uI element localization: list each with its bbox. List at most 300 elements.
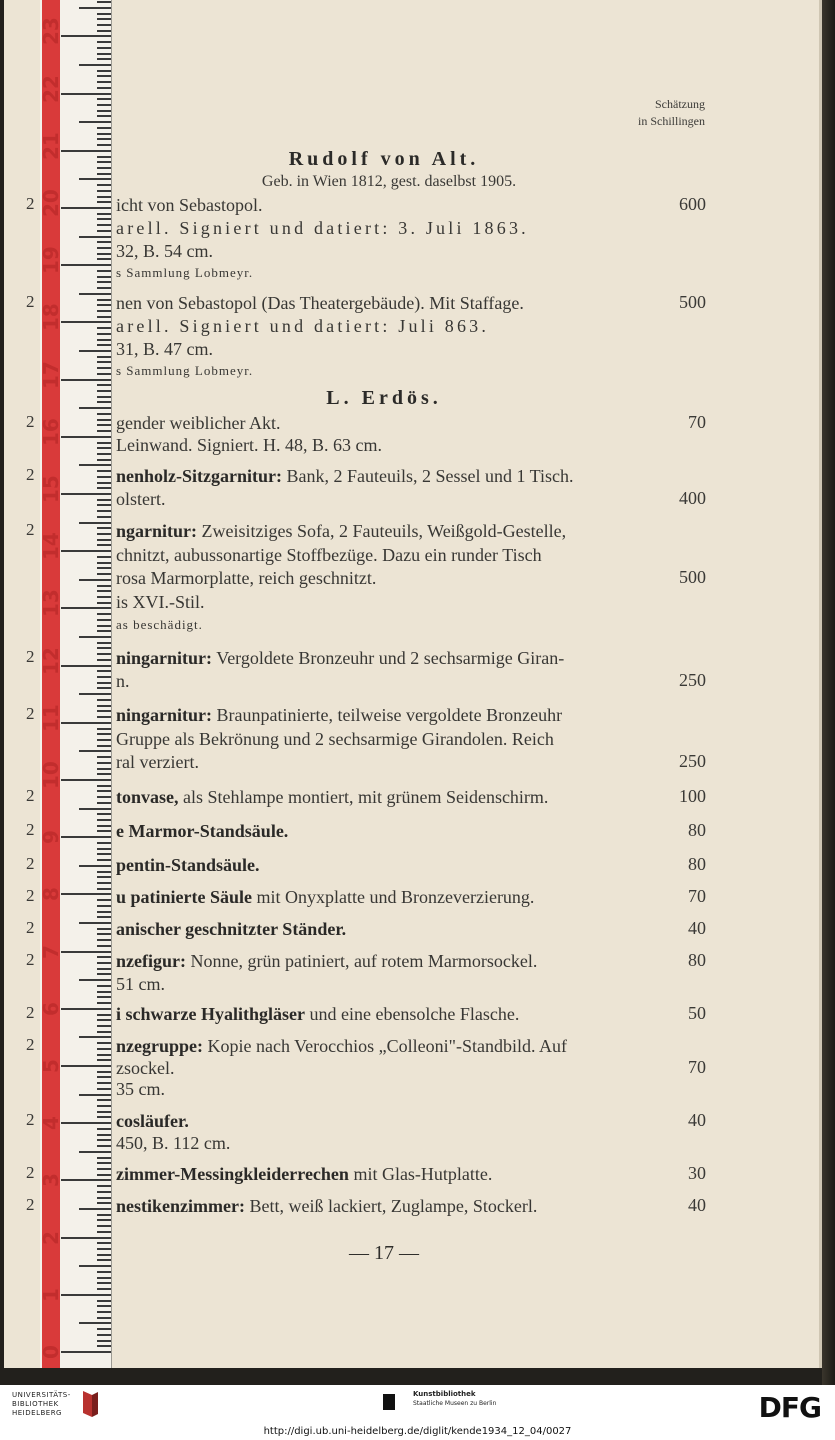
ruler-tick — [97, 413, 111, 415]
ruler-digit: 0 — [39, 1345, 63, 1359]
ruler-tick — [79, 64, 111, 66]
ruler-tick — [97, 1328, 111, 1330]
ruler-tick — [97, 167, 111, 169]
ruler-tick — [97, 47, 111, 49]
ruler-tick — [61, 722, 111, 724]
ruler-tick — [97, 619, 111, 621]
lot-heading: cosläufer. — [116, 1111, 189, 1131]
price: 70 — [688, 412, 706, 432]
lot-line — [116, 950, 726, 972]
catalog-number-fragment: 2 — [26, 950, 35, 969]
ruler-tick — [97, 682, 111, 684]
price: 100 — [679, 786, 706, 806]
ruler-digit: 19 — [39, 246, 63, 275]
lot-condition: as beschädigt. — [116, 617, 203, 632]
ruler-tick — [97, 396, 111, 398]
ruler-tick — [97, 1031, 111, 1033]
ruler-tick — [97, 933, 111, 935]
ruler-tick — [97, 367, 111, 369]
ruler-tick — [97, 985, 111, 987]
ruler-tick — [61, 207, 111, 209]
catalog-number-fragment: 2 — [26, 918, 35, 937]
ruler-tick — [97, 728, 111, 730]
ruler-tick — [97, 516, 111, 518]
ruler-digit: 18 — [39, 303, 63, 332]
lot-text: Kopie nach Verocchios „Colleoni"-Standbild. Auf — [203, 1036, 567, 1056]
ruler-tick — [97, 1305, 111, 1307]
ruler-tick — [97, 430, 111, 432]
dfg-logo: DFG — [758, 1391, 821, 1424]
ruler-tick — [97, 585, 111, 587]
ruler-tick — [61, 779, 111, 781]
ruler-tick — [79, 7, 111, 9]
ruler-tick — [97, 281, 111, 283]
ruler-tick — [97, 825, 111, 827]
ruler-tick — [61, 1065, 111, 1067]
lot-line: 35 cm. — [116, 1079, 165, 1099]
ruler-tick — [97, 773, 111, 775]
lot-line: ral verziert. — [116, 752, 199, 772]
catalog-number-fragment: 2 — [26, 465, 35, 484]
ruler-tick — [97, 1162, 111, 1164]
lot-line: 51 cm. — [116, 974, 165, 994]
ruler-tick — [97, 98, 111, 100]
lot-line — [116, 1195, 726, 1217]
lot-heading: nenholz-Sitzgarnitur: — [116, 466, 282, 486]
ruler-tick — [97, 18, 111, 20]
ruler-tick — [97, 790, 111, 792]
lot-heading: zimmer-Messingkleiderrechen — [116, 1164, 349, 1184]
price: 40 — [688, 1195, 706, 1215]
ruler-tick — [97, 453, 111, 455]
ruler-tick — [61, 1179, 111, 1181]
ruler-tick — [97, 813, 111, 815]
ruler-tick — [97, 533, 111, 535]
ruler-tick — [97, 556, 111, 558]
catalog-number-fragment: 2 — [26, 886, 35, 905]
ruler-tick — [97, 1059, 111, 1061]
ruler-tick — [97, 1099, 111, 1101]
lot-line — [116, 1163, 726, 1185]
ruler-tick — [61, 1294, 111, 1296]
ruler-tick — [97, 830, 111, 832]
catalog-number-fragment: 2 — [26, 1163, 35, 1182]
ruler-tick — [97, 962, 111, 964]
ruler-tick — [97, 625, 111, 627]
price: 70 — [688, 1057, 706, 1077]
ruler-tick — [97, 1248, 111, 1250]
source-url-link[interactable]: http://digi.ub.uni-heidelberg.de/diglit/kende1934_12_04/0027 — [263, 1426, 572, 1437]
page-gutter — [822, 0, 835, 1385]
ruler-tick — [97, 1168, 111, 1170]
ruler-digit: 15 — [39, 475, 63, 503]
ruler-tick — [97, 1345, 111, 1347]
ruler-tick — [97, 562, 111, 564]
ruler-tick — [97, 258, 111, 260]
ruler-tick — [61, 321, 111, 323]
ruler-digit: 8 — [39, 887, 63, 902]
ruler-tick — [97, 916, 111, 918]
ruler-tick — [97, 241, 111, 243]
lot-line: 32, B. 54 cm. — [116, 241, 213, 261]
ruler-tick — [61, 1008, 111, 1010]
estimate-header-line2: in Schillingen — [638, 114, 705, 128]
lot-line: n. — [116, 671, 130, 691]
lot-heading: nestikenzimmer: — [116, 1196, 245, 1216]
section-title-alt: Rudolf von Alt. — [288, 148, 480, 170]
lot-line: nen von Sebastopol (Das Theatergebäude). Mit Staffage. — [116, 293, 524, 313]
lot-line: rosa Marmorplatte, reich geschnitzt. — [116, 568, 377, 588]
ruler-tick — [61, 665, 111, 667]
ruler-digit: 11 — [39, 703, 63, 732]
section-subtitle-alt: Geb. in Wien 1812, gest. daselbst 1905. — [261, 173, 517, 190]
kunstbibliothek-label — [413, 1390, 496, 1408]
ruler-tick — [97, 544, 111, 546]
ruler-tick — [97, 1105, 111, 1107]
ruler-tick — [61, 893, 111, 895]
lot-heading: i schwarze Hyalithgläser — [116, 1004, 305, 1024]
ruler-digit: 22 — [39, 74, 63, 103]
ruler-tick — [79, 464, 111, 466]
ruler-tick — [61, 836, 111, 838]
ruler-tick — [97, 590, 111, 592]
catalog-number-fragment: 2 — [26, 1195, 35, 1214]
price: 70 — [688, 886, 706, 906]
lot-heading: pentin-Standsäule. — [116, 855, 260, 875]
ruler-tick — [97, 344, 111, 346]
ruler-tick — [79, 693, 111, 695]
ruler-tick — [97, 1214, 111, 1216]
ruler-digit: 20 — [39, 189, 63, 217]
ruler-tick — [97, 756, 111, 758]
lot-line — [116, 1003, 726, 1025]
ruler-tick — [97, 1071, 111, 1073]
ruler-tick — [97, 156, 111, 158]
ruler-tick — [79, 1094, 111, 1096]
ruler-tick — [97, 1002, 111, 1004]
ruler-tick — [79, 922, 111, 924]
ruler-tick — [97, 138, 111, 140]
ruler-tick — [97, 470, 111, 472]
ruler-tick — [79, 1208, 111, 1210]
lot-heading: nzefigur: — [116, 951, 186, 971]
ruler-tick — [97, 30, 111, 32]
lot-text: Bett, weiß lackiert, Zuglampe, Stockerl. — [244, 1196, 538, 1216]
price: 40 — [688, 1110, 706, 1130]
ruler-tick — [97, 361, 111, 363]
ruler-tick — [79, 865, 111, 867]
ruler-tick — [97, 218, 111, 220]
ruler-tick — [79, 808, 111, 810]
uni-logo-line1: UNIVERSITÄTS- — [12, 1391, 71, 1399]
ruler-tick — [61, 150, 111, 152]
ruler-tick — [61, 93, 111, 95]
ruler-tick — [97, 905, 111, 907]
ruler-tick — [97, 482, 111, 484]
lot-line: 31, B. 47 cm. — [116, 339, 213, 359]
ruler-tick — [79, 407, 111, 409]
ruler-tick — [97, 299, 111, 301]
ruler-tick — [97, 1076, 111, 1078]
ruler-tick — [97, 201, 111, 203]
lot-line: arell. Signiert und datiert: Juli 863. — [116, 316, 490, 336]
lot-line — [116, 520, 726, 542]
lot-heading: tonvase, — [116, 787, 179, 807]
lot-line: is XVI.-Stil. — [116, 592, 205, 612]
ruler-tick — [97, 819, 111, 821]
ruler-digit: 10 — [39, 761, 63, 789]
ruler-tick — [79, 750, 111, 752]
ruler-tick — [97, 642, 111, 644]
ruler-tick — [97, 871, 111, 873]
ruler-tick — [97, 1025, 111, 1027]
lot-heading: ningarnitur: — [116, 648, 213, 668]
ruler-tick — [97, 310, 111, 312]
ruler-tick — [97, 745, 111, 747]
lot-heading: u patinierte Säule — [116, 887, 253, 907]
ruler-tick — [97, 144, 111, 146]
ruler-tick — [97, 1225, 111, 1227]
lot-text: mit Glas-Hutplatte. — [348, 1164, 493, 1184]
ruler-tick — [97, 710, 111, 712]
estimate-column-header — [638, 96, 705, 130]
ruler-tick — [97, 70, 111, 72]
ruler-tick — [97, 888, 111, 890]
ruler-tick — [97, 676, 111, 678]
ruler-digit: 9 — [39, 830, 63, 845]
ruler-tick — [97, 882, 111, 884]
ruler-tick — [97, 1185, 111, 1187]
ruler-tick — [97, 390, 111, 392]
lot-line: olstert. — [116, 489, 166, 509]
ruler-tick — [97, 316, 111, 318]
ruler-tick — [79, 1151, 111, 1153]
lot-line: chnitzt, aubussonartige Stoffbezüge. Dazu ein runder Tisch — [116, 545, 542, 565]
ruler-tick — [97, 41, 111, 43]
lot-line — [116, 1110, 726, 1132]
lot-line — [116, 820, 726, 842]
lot-line — [116, 465, 726, 487]
ruler-tick — [79, 121, 111, 123]
ruler-tick — [97, 853, 111, 855]
ruler-tick — [97, 945, 111, 947]
catalog-number-fragment: 2 — [26, 786, 35, 805]
ruler-tick — [97, 424, 111, 426]
ruler-tick — [97, 876, 111, 878]
catalog-number-fragment: 2 — [26, 1003, 35, 1022]
ruler-tick — [61, 436, 111, 438]
ruler-tick — [97, 1139, 111, 1141]
uni-logo-line2: BIBLIOTHEK — [12, 1400, 59, 1408]
ruler-tick — [97, 459, 111, 461]
lot-text: Bank, 2 Fauteuils, 2 Sessel und 1 Tisch. — [282, 466, 574, 486]
ruler-tick — [97, 1145, 111, 1147]
ruler-tick — [97, 510, 111, 512]
ruler-tick — [97, 196, 111, 198]
ruler-tick — [97, 762, 111, 764]
ruler-tick — [97, 110, 111, 112]
ruler-tick — [97, 1, 111, 3]
ruler-tick — [61, 951, 111, 953]
ruler-tick — [97, 1317, 111, 1319]
ruler-tick — [61, 493, 111, 495]
lot-line — [116, 786, 726, 808]
ruler-tick — [97, 991, 111, 993]
ruler-digit: 17 — [39, 360, 63, 389]
ruler-tick — [97, 653, 111, 655]
lot-heading: ngarnitur: — [116, 521, 197, 541]
ruler-digit: 16 — [39, 417, 63, 446]
price: 250 — [679, 751, 706, 771]
ruler-tick — [97, 230, 111, 232]
ruler-tick — [79, 236, 111, 238]
ruler-tick — [97, 213, 111, 215]
catalog-number-fragment: 2 — [26, 820, 35, 839]
ruler-tick — [97, 842, 111, 844]
price: 30 — [688, 1163, 706, 1183]
ruler-tick — [97, 253, 111, 255]
ruler-tick — [97, 1019, 111, 1021]
ruler-tick — [97, 939, 111, 941]
ruler-tick — [97, 768, 111, 770]
price: 80 — [688, 854, 706, 874]
estimate-header-line1: Schätzung — [655, 97, 705, 111]
ruler-tick — [97, 419, 111, 421]
lot-provenance: s Sammlung Lobmeyr. — [116, 265, 254, 280]
ruler-tick — [97, 270, 111, 272]
ruler-tick — [61, 607, 111, 609]
kunstbibliothek-logo-icon — [383, 1394, 395, 1410]
ruler-tick — [97, 1116, 111, 1118]
lot-text: als Stehlampe montiert, mit grünem Seidenschirm. — [178, 787, 549, 807]
catalog-number-fragment: 2 — [26, 854, 35, 873]
ruler-tick — [97, 956, 111, 958]
ruler-tick — [97, 133, 111, 135]
lot-line: gender weiblicher Akt. — [116, 413, 281, 433]
ruler-tick — [97, 687, 111, 689]
ruler-digit: 21 — [39, 131, 63, 160]
catalog-number-fragment: 2 — [26, 704, 35, 723]
ruler-tick — [97, 184, 111, 186]
ruler-tick — [97, 647, 111, 649]
ruler-tick — [97, 487, 111, 489]
ruler-tick — [97, 1048, 111, 1050]
lot-text: Braunpatinierte, teilweise vergoldete Bronzeuhr — [212, 705, 563, 725]
ruler-digit: 1 — [39, 1287, 63, 1302]
lot-text: Zweisitziges Sofa, 2 Fauteuils, Weißgold-Gestelle, — [197, 521, 567, 541]
ruler-digit: 2 — [39, 1230, 63, 1245]
document-page — [4, 0, 822, 1368]
ruler-tick — [97, 247, 111, 249]
ruler-tick — [97, 442, 111, 444]
ruler-tick — [79, 350, 111, 352]
ruler-tick — [97, 287, 111, 289]
catalog-number-fragment: 2 — [26, 412, 35, 431]
ruler-tick — [97, 1082, 111, 1084]
ruler-tick — [97, 1157, 111, 1159]
ruler-tick — [61, 35, 111, 37]
ruler-tick — [97, 973, 111, 975]
lot-text: und eine ebensolche Flasche. — [304, 1004, 520, 1024]
lot-line — [116, 886, 726, 908]
ruler-tick — [97, 504, 111, 506]
ruler-digit: 13 — [39, 589, 63, 618]
lot-line — [116, 918, 726, 940]
ruler-tick — [61, 550, 111, 552]
catalog-number-fragment: 2 — [26, 1110, 35, 1129]
ruler-tick — [97, 476, 111, 478]
lot-text: Vergoldete Bronzeuhr und 2 sechsarmige Giran- — [212, 648, 565, 668]
ruler-tick — [97, 58, 111, 60]
ruler-tick — [97, 327, 111, 329]
ruler-tick — [97, 602, 111, 604]
ruler-tick — [97, 499, 111, 501]
ruler-tick — [97, 739, 111, 741]
ruler-tick — [97, 996, 111, 998]
ruler-tick — [97, 899, 111, 901]
ruler-tick — [79, 178, 111, 180]
university-seal-icon — [80, 1389, 100, 1419]
ruler-tick — [97, 1242, 111, 1244]
price: 400 — [679, 488, 706, 508]
ruler-tick — [97, 928, 111, 930]
ruler-tick — [97, 1282, 111, 1284]
price: 600 — [679, 194, 706, 214]
ruler-tick — [97, 224, 111, 226]
ruler-tick — [97, 1340, 111, 1342]
ruler-tick — [97, 785, 111, 787]
lot-heading: e Marmor-Standsäule. — [116, 821, 289, 841]
lot-line — [116, 854, 726, 876]
price: 40 — [688, 918, 706, 938]
ruler-tick — [97, 705, 111, 707]
lot-line: Gruppe als Bekrönung und 2 sechsarmige Girandolen. Reich — [116, 729, 554, 749]
catalog-number-fragment: 2 — [26, 292, 35, 311]
lot-heading: anischer geschnitzter Ständer. — [116, 919, 347, 939]
ruler-tick — [61, 1351, 111, 1353]
ruler-tick — [97, 670, 111, 672]
ruler-tick — [97, 1271, 111, 1273]
ruler-tick — [97, 1231, 111, 1233]
kb-subtitle: Staatliche Museen zu Berlin — [413, 1400, 497, 1407]
ruler-tick — [97, 1311, 111, 1313]
ruler-tick — [97, 527, 111, 529]
ruler-tick — [97, 1219, 111, 1221]
ruler-tick — [97, 53, 111, 55]
uni-logo-line3: HEIDELBERG — [12, 1409, 62, 1417]
footer-bar — [0, 1385, 835, 1440]
ruler-tick — [97, 1191, 111, 1193]
ruler-tick — [61, 264, 111, 266]
ruler-tick — [97, 1254, 111, 1256]
ruler-tick — [97, 1134, 111, 1136]
lot-line: icht von Sebastopol. — [116, 195, 263, 215]
ruler-tick — [97, 1014, 111, 1016]
ruler-tick — [79, 636, 111, 638]
ruler-tick — [97, 173, 111, 175]
lot-heading: nzegruppe: — [116, 1036, 203, 1056]
ruler-tick — [97, 630, 111, 632]
ruler-tick — [97, 1197, 111, 1199]
ruler-tick — [97, 75, 111, 77]
ruler-tick — [97, 1288, 111, 1290]
ruler-digit: 5 — [39, 1059, 63, 1073]
section-title-erdos: L. Erdös. — [326, 387, 442, 409]
ruler-tick — [97, 190, 111, 192]
ruler-tick — [97, 733, 111, 735]
ruler-tick — [97, 796, 111, 798]
ruler-tick — [97, 1259, 111, 1261]
